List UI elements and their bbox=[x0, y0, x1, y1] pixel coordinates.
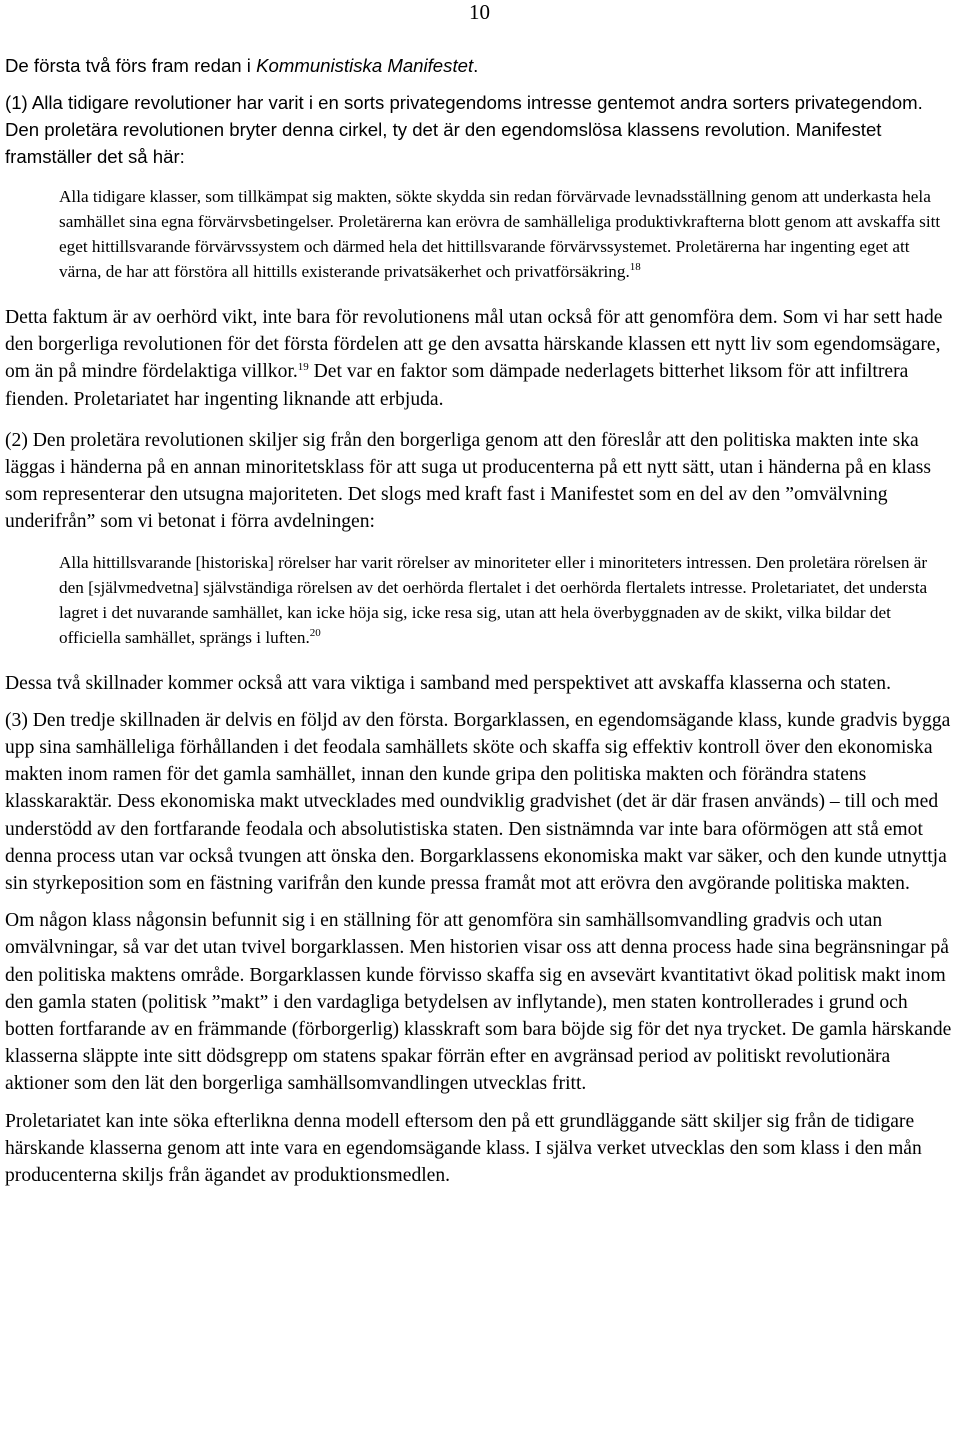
point-three-paragraph: (3) Den tredje skillnaden är delvis en följd av den första. Borgarklassen, en egendomsägande klass, kunde gradvis bygga upp sina samhälleliga förhållanden i det feodala samhällets sköte och skaffa sig effektiv kontroll över den ekonomiska makten inom ramen för det gamla samhället, innan den kunde gripa den politiska makten och förändra statens klasskaraktär. Dess ekonomiska makt utvecklades med oundviklig gradvishet (det är där frasen används) – till och med understödd av den fortfarande feodala och absolutistiska staten. Den sistnämnda var inte bara oförmögen att stå emot denna process utan var också tvungen att önska den. Borgarklassens ekonomiska makt var säker, och den kunde utnyttja sin styrkeposition som en fästning varifrån den kunde pressa framåt mot att erövra den avgörande politiska makten. bbox=[5, 709, 951, 895]
footnote-ref-18: 18 bbox=[629, 261, 641, 273]
intro-paragraph bbox=[5, 52, 955, 79]
block-quote-manifesto-2 bbox=[59, 550, 949, 650]
page-number: 10 bbox=[469, 0, 490, 24]
quote-text: Alla hittillsvarande [historiska] rörelser har varit rörelser av minoriteter eller i minoriteters intressen. Den proletära rörelsen är den [självmedvetna] självständiga rörelsen av det oerhörda flertalet i det oerhörda flertalets intresse. Proletariatet, det understa lagret i det nuvarande samhället, kan icke höja sig, icke resa sig, utan att hela överbyggnaden av de skikt, vilka bildar det officiella samhället, sprängs i luften. bbox=[59, 552, 928, 647]
point-two-paragraph: (2) Den proletära revolutionen skiljer sig från den borgerliga genom att den föreslår att den politiska makten inte ska läggas i händerna på en annan minoritetsklass för att suga ut producenterna på ett nytt sätt, utan i händerna på en klass som representerar den utsugna majoriteten. Det slogs med kraft fast i Manifestet som en del av den ”omvälvning underifrån” som vi betonat i förra avdelningen: bbox=[5, 429, 932, 533]
work-title: Kommunistiska Manifestet bbox=[256, 55, 474, 76]
two-differences-paragraph: Dessa två skillnader kommer också att vara viktiga i samband med perspektivet att avskaffa klasserna och staten. bbox=[5, 672, 891, 694]
quote-text: Alla tidigare klasser, som tillkämpat sig makten, sökte skydda sin redan förvärvade levnadsställning genom att underkasta hela samhället sina egna förvärvsbetingelser. Proletärerna kan erövra de samhälleliga produktivkrafterna blott genom att avskaffa sitt eget hittillsvarande förvärvssystem och därmed hela det hittillsvarande förvärvssystemet. Proletärerna har ingenting eget att värna, de har att förstöra all hittills existerande privatsäkerhet och privatförsäkring. bbox=[59, 187, 941, 281]
significance-paragraph bbox=[5, 304, 955, 413]
footnote-ref-19: 19 bbox=[297, 361, 309, 374]
paragraph-text-cont: Det var en faktor som dämpade nederlagets bitterhet liksom för att infiltrera fienden. Proletariatet har ingenting liknande att erbjuda. bbox=[5, 361, 909, 410]
point-one-paragraph: (1) Alla tidigare revolutioner har varit i en sorts privategendoms intresse gentemot andra sorters privategendom. Den proletära revolutionen bryter denna cirkel, ty det är den egendomslösa klassens revolution. Manifestet framställer det så här: bbox=[5, 92, 923, 167]
block-quote-manifesto-1 bbox=[59, 184, 949, 284]
gradual-transformation-paragraph: Om någon klass någonsin befunnit sig i en ställning för att genomföra sin samhällsomvandling gradvis och utan omvälvningar, så var det utan tvivel borgarklassen. Men historien visar oss att denna process hade sina begränsningar på den politiska maktens område. Borgarklassen kunde förvisso skaffa sig en avsevärt kvantitativt ökad politisk makt inom den gamla staten (politisk ”makt” i den vardagliga betydelsen av inflytande), men staten kontrollerades i grund och botten fortfarande av en främmande (förborgerlig) klasskraft som bara böjde sig för det nya trycket. De gamla härskande klasserna släppte inte sitt dödsgrepp om statens spakar förrän efter en avgränsad period av politiskt revolutionära aktioner som den lät den borgerliga samhällsomvandlingen utvecklas fritt. bbox=[5, 910, 952, 1095]
paragraph-text: Detta faktum är av oerhörd vikt, inte bara för revolutionens mål utan också för att genomföra dem. Som vi har sett hade den borgerliga revolutionen för det första fördelen att ge den avsatta härskande klassen ett nytt liv som egendomsägare, om än på mindre fördelaktiga villkor. bbox=[5, 307, 943, 383]
intro-end: . bbox=[473, 55, 479, 76]
document-body bbox=[5, 52, 955, 1189]
proletariat-model-paragraph: Proletariatet kan inte söka efterlikna denna modell eftersom den på ett grundläggande sätt skiljer sig från de tidigare härskande klasserna genom att inte vara en egendomsägande klass. I själva verket utvecklas den som klass i den mån producenterna skiljs från ägandet av produktionsmedlen. bbox=[5, 1110, 922, 1187]
footnote-ref-20: 20 bbox=[309, 626, 321, 639]
intro-text: De första två förs fram redan i bbox=[5, 55, 257, 76]
